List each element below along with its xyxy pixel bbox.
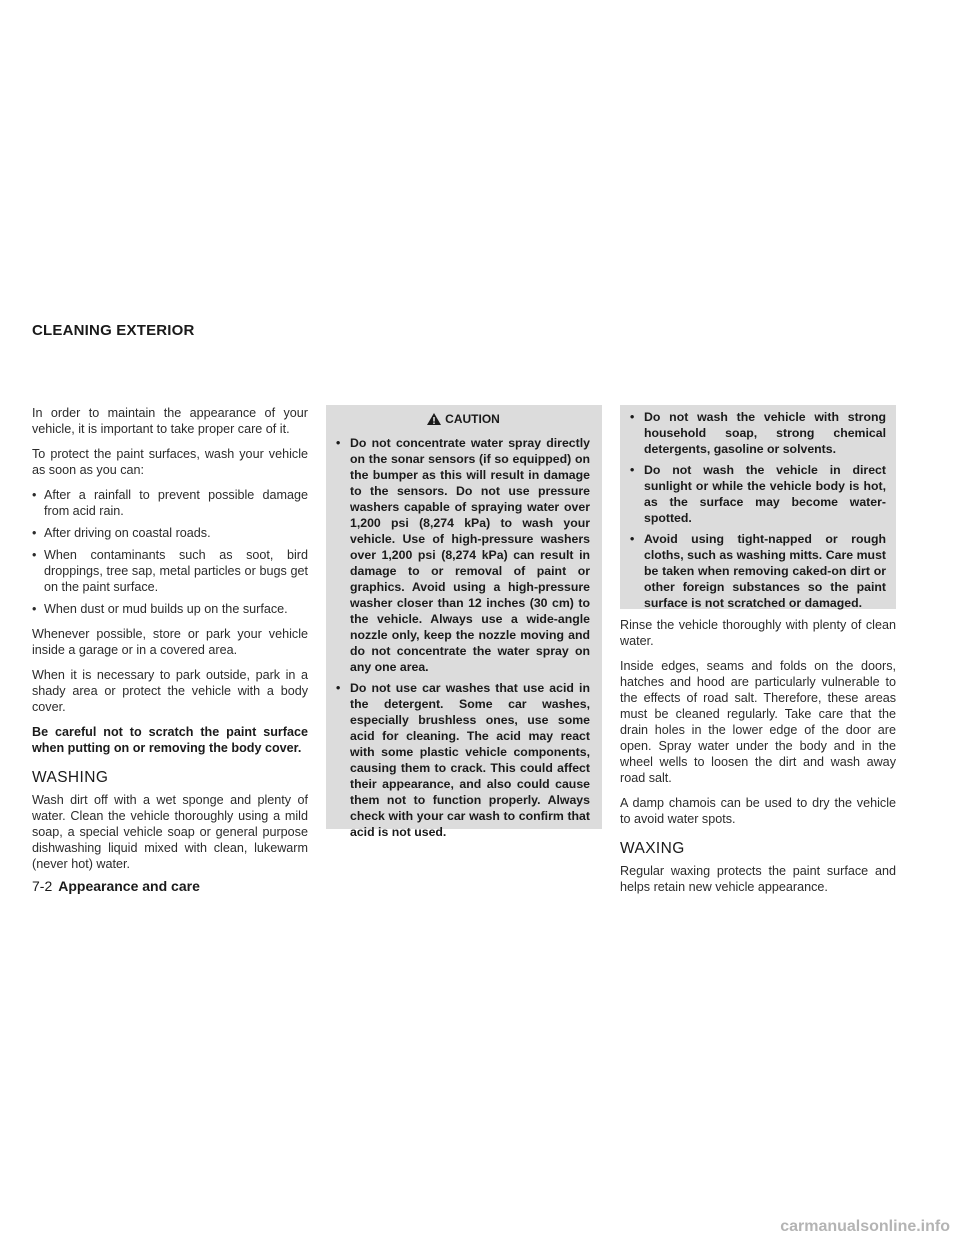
washing-heading: WASHING [32,769,109,786]
caution-title: CAUTION [445,412,500,426]
list-item: • Do not concentrate water spray directly on the sonar sensors (if so equipped) on the bumper as this will result in damage to the sensors. Do not use pressure washers capable of spraying water over 1,200 psi (8,274 kPa) to wash your vehicle. Use of high-pressure washers over 1,200 psi (8,274 kPa) can result in damage to or removal of paint or graphics. Avoid using a high-pressure washer closer than 12 inches (30 cm) to the vehicle. Always use a wide-angle nozzle only, keep the nozzle moving and do not concentrate the water spray on any one area. [336,435,590,675]
caution-header [336,411,590,427]
outside-paragraph: When it is necessary to park outside, park in a shady area or protect the vehicle with a body cover. [32,668,308,714]
waxing-heading: WAXING [620,840,685,857]
warning-triangle-icon [426,412,442,426]
protect-paragraph: To protect the paint surfaces, wash your vehicle as soon as you can: [32,447,308,477]
list-item: • After driving on coastal roads. [32,525,308,541]
list-item: • When dust or mud builds up on the surface. [32,601,308,617]
page-number: 7-2 [32,878,53,894]
list-item: • Do not wash the vehicle in direct sunlight or while the vehicle body is hot, as the surface may become water-spotted. [630,462,886,526]
list-item: • When contaminants such as soot, bird droppings, tree sap, metal particles or bugs get on the paint surface. [32,547,308,595]
wash-when-list [32,487,308,617]
list-item: • Avoid using tight-napped or rough cloths, such as washing mitts. Care must be taken when removing caked-on dirt or other foreign substances so the paint surface is not scratched or damaged. [630,531,886,611]
washing-paragraph: Wash dirt off with a wet sponge and plenty of water. Clean the vehicle thoroughly using a mild soap, a special vehicle soap or general purpose dishwashing liquid mixed with clean, lukewarm (never hot) water. [32,793,308,871]
list-item: • Do not wash the vehicle with strong household soap, strong chemical detergents, gasoline or solvents. [630,409,886,457]
store-paragraph: Whenever possible, store or park your vehicle inside a garage or in a covered area. [32,627,308,657]
list-item: • After a rainfall to prevent possible damage from acid rain. [32,487,308,519]
section-title: CLEANING EXTERIOR [32,322,195,339]
watermark: carmanualsonline.info [780,1218,950,1235]
careful-paragraph: Be careful not to scratch the paint surface when putting on or removing the body cover. [32,725,308,755]
waxing-paragraph: Regular waxing protects the paint surface and helps retain new vehicle appearance. [620,864,896,894]
page-footer [32,878,200,894]
chapter-title: Appearance and care [58,878,200,894]
column-right [620,405,896,904]
column-left [32,405,308,881]
list-item: • Do not use car washes that use acid in the detergent. Some car washes, especially brushless ones, use some acid for cleaning. The acid may react with some plastic vehicle components, causing them to crack. This could affect their appearance, and also could cause them not to function properly. Always check with your car wash to confirm that acid is not used. [336,680,590,840]
caution-list [336,435,590,840]
caution-continued-list [630,409,886,611]
inside-edges-paragraph: Inside edges, seams and folds on the doors, hatches and hood are particularly vulnerable to the effects of road salt. Therefore, these areas must be cleaned regularly. Take care that the drain holes in the lower edge of the door are open. Spray water under the body and in the wheel wells to loosen the dirt and wash away road salt. [620,659,896,785]
caution-box [326,405,602,839]
caution-continued-box [620,405,896,609]
rinse-paragraph: Rinse the vehicle thoroughly with plenty of clean water. [620,618,896,648]
chamois-paragraph: A damp chamois can be used to dry the vehicle to avoid water spots. [620,796,896,826]
intro-paragraph: In order to maintain the appearance of your vehicle, it is important to take proper care of it. [32,406,308,436]
